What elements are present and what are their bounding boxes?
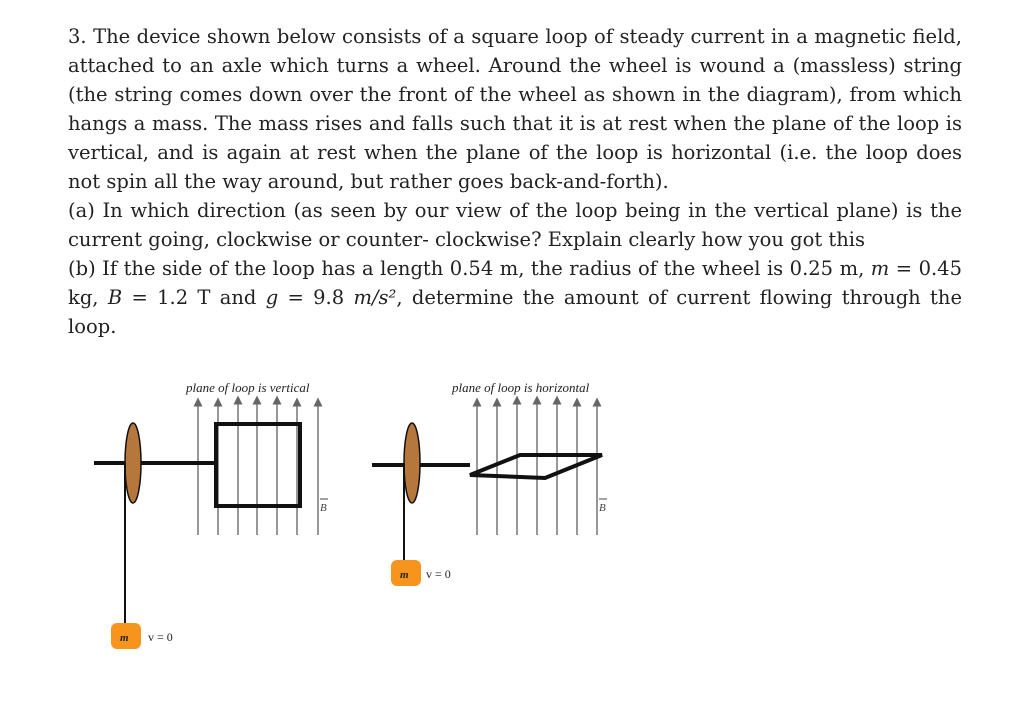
left-wheel [125,423,141,503]
right-loop [470,455,602,478]
part-a: (a) In which direction (as seen by our view of the loop being in the vertical plane) is the current going, clockwise or counter- clockwise? Explain clearly how you got this [68,199,962,251]
right-field-lines [477,400,597,535]
var-m: m [870,257,890,280]
left-mass-label: m [120,632,129,644]
left-velocity-label: v = 0 [148,630,173,644]
problem-intro: 3. The device shown below consists of a square loop of steady current in a magnetic field, attached to an axle which turns a wheel. Around the wheel is wound a (massless) string (the string comes down over the front of the wheel as shown in the diagram), from which hangs a mass. The mass rises and falls such that it is at rest when the plane of the loop is vertical, and is again at rest when the plane of the loop is horizontal (i.e. the loop does not spin all the way around, but rather goes back-and-forth). [68,25,962,193]
left-loop [216,424,300,506]
part-b: (b) If the side of the loop has a length 0.54 m, the radius of the wheel is 0.25 m, m = 0.45 kg, B = 1.2 T and g = 9.8 m/s², determine the amount of current flowing through the loop. [68,257,962,338]
right-mass-label: m [400,569,409,581]
var-g: g [265,286,279,309]
right-title: plane of loop is horizontal [452,380,590,395]
right-velocity-label: v = 0 [426,567,451,581]
right-field-label: B [599,502,606,514]
right-diagram [372,380,607,586]
right-wheel [404,423,420,503]
left-title: plane of loop is vertical [186,380,310,395]
left-field-label: B [320,502,327,514]
left-diagram [94,380,328,649]
unit-ms2: m/s² [353,286,397,309]
var-B: B [107,286,123,309]
